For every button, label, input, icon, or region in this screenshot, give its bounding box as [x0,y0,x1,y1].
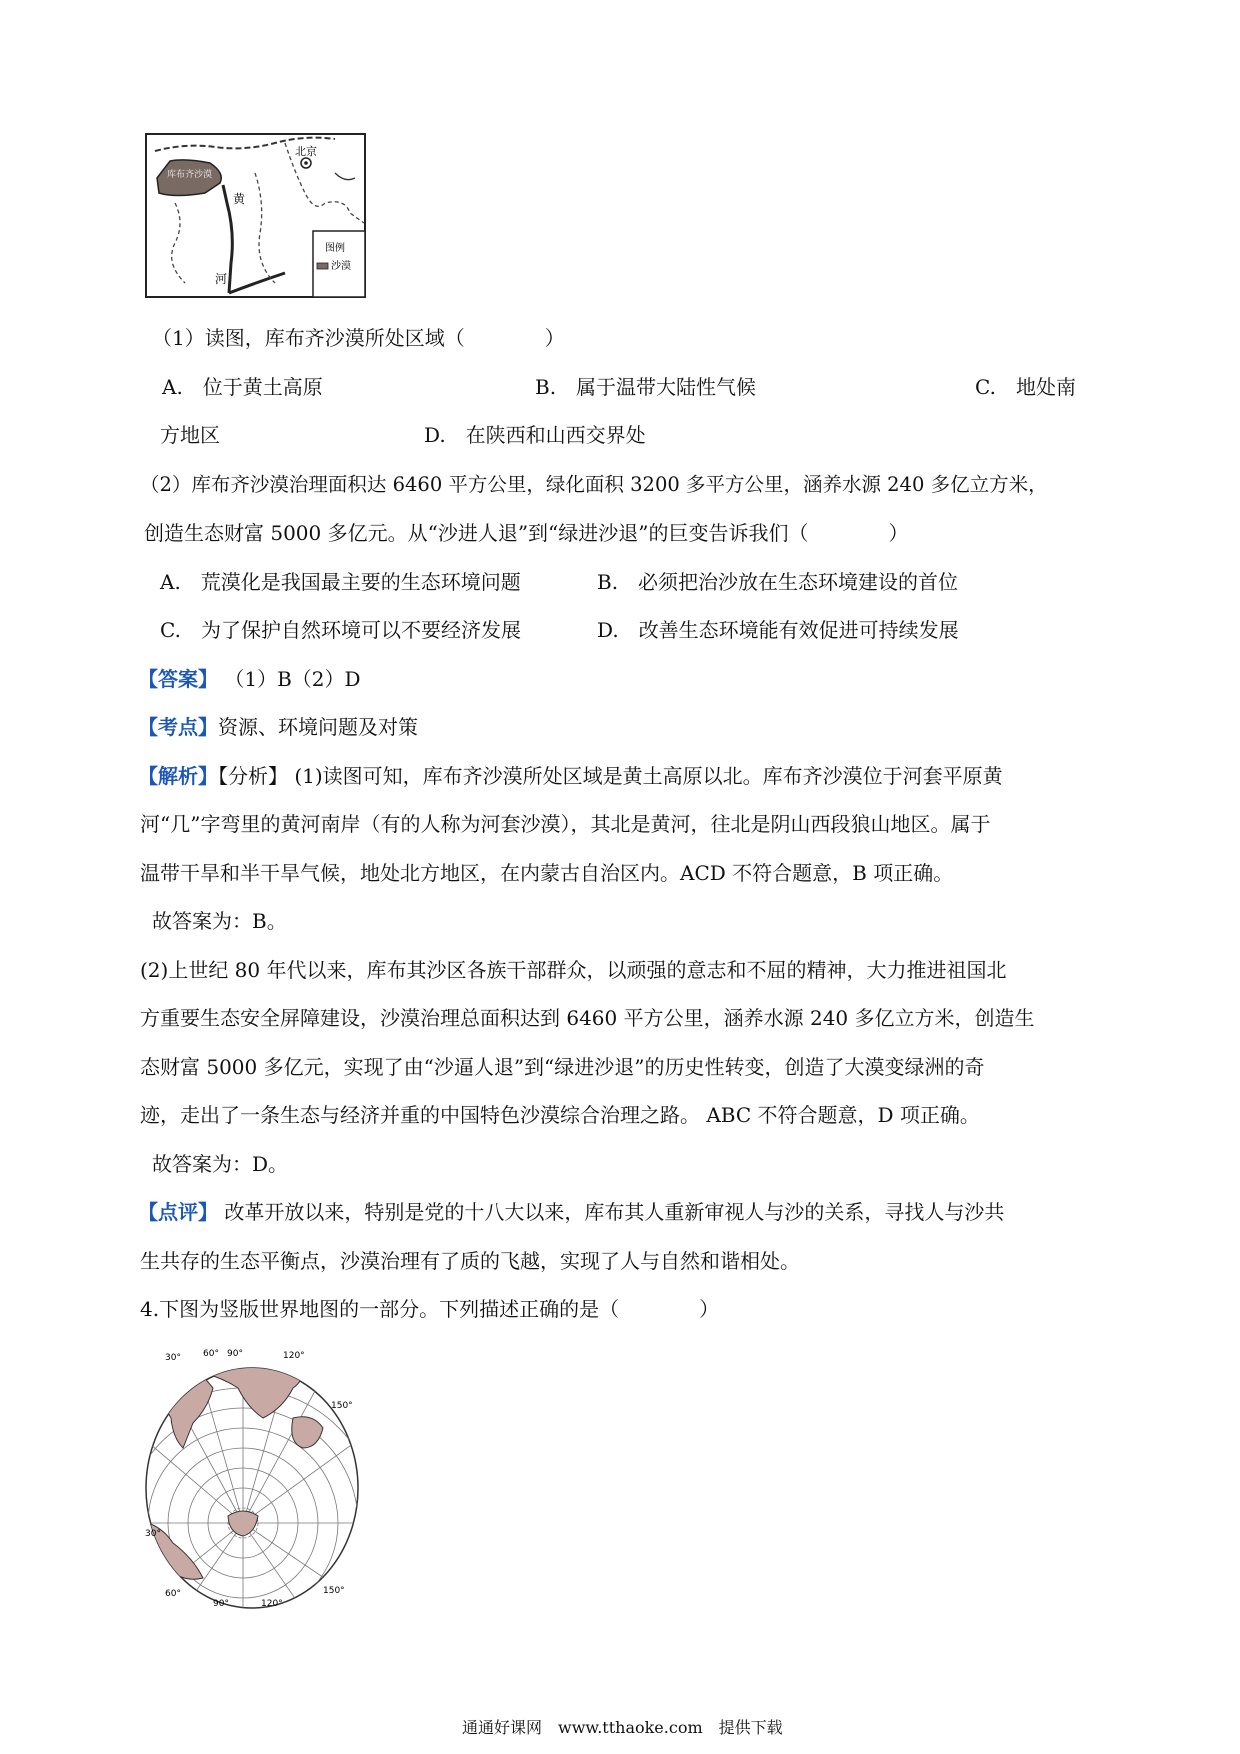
kubuqi-desert-map [145,133,366,298]
q3-sub1-option-d: D. 在陕西和山西交界处 [424,423,646,447]
q3-sub1-option-b: B. 属于温带大陆性气候 [535,375,757,399]
q3-sub2-option-a: A. 荒漠化是我国最主要的生态环境问题 [160,570,521,594]
q3-sub1-option-c-cont: 方地区 [160,423,220,447]
answer-tag: 【答案】 [138,667,218,691]
map2-lon-150-bottom: 150° [323,1586,345,1596]
q3-sub1-stem: （1）读图，库布齐沙漠所处区域（ ） [152,326,565,350]
jiexi-p2-line1: (2)上世纪 80 年代以来，库布其沙区各族干部群众，以顽强的意志和不屈的精神，大力推进祖国北 [140,958,1007,982]
answer-text: （1）B（2）D [224,667,361,691]
map2-lon-60: 60° [203,1349,219,1359]
beijing-label: 北京 [295,145,317,158]
dianping-tag: 【点评】 [138,1200,218,1224]
q3-sub2-stem-line1: （2）库布齐沙漠治理面积达 6460 平方公里，绿化面积 3200 多平方公里，涵养水源 240 多亿立方米， [140,473,1048,496]
q3-sub2-option-c: C. 为了保护自然环境可以不要经济发展 [160,618,521,642]
dianping-line1: 改革开放以来，特别是党的十八大以来，库布其人重新审视人与沙的关系，寻找人与沙共 [218,1200,1005,1224]
river-label-top: 黄 [233,192,246,206]
legend-title: 图例 [325,243,345,254]
jiexi-row [138,762,1003,790]
q3-sub1-option-c: C. 地处南 [975,375,1076,399]
map2-lon-120-bottom: 120° [261,1599,283,1609]
map2-lon-30-bottom: 30° [145,1529,161,1539]
jiexi-conclusion-2: 故答案为：D。 [152,1152,289,1176]
map2-lon-90: 90° [227,1349,243,1359]
map2-lon-60-bottom: 60° [165,1589,181,1599]
kaodian-tag: 【考点】 [138,715,218,739]
q3-sub2-option-b: B. 必须把治沙放在生态环境建设的首位 [597,570,959,594]
map2-lon-120: 120° [283,1351,305,1361]
jiexi-p2-line3: 态财富 5000 多亿元，实现了由“沙逼人退”到“绿进沙退”的历史性转变，创造了大漠变绿洲的奇 [140,1055,985,1079]
dianping-row [138,1198,1004,1226]
map2-lon-30: 30° [165,1353,181,1363]
jiexi-tag: 【解析】 [138,764,218,788]
world-map-vertical [143,1348,361,1610]
q4-stem: 4.下图为竖版世界地图的一部分。下列描述正确的是（ ） [140,1297,720,1321]
q3-sub2-option-d: D. 改善生态环境能有效促进可持续发展 [597,618,959,642]
jiexi-conclusion-1: 故答案为：B。 [152,909,287,933]
jiexi-line2: 河“几”字弯里的黄河南岸（有的人称为河套沙漠），其北是黄河，往北是阴山西段狼山地区。属于 [140,812,991,836]
desert-label: 库布齐沙漠 [167,170,213,180]
page-footer: 通通好课网 www.tthaoke.com 提供下载 [462,1718,783,1737]
map2-lon-90-bottom: 90° [213,1599,229,1609]
legend-desert-label: 沙漠 [331,261,351,272]
q3-sub2-stem-line2: 创造生态财富 5000 多亿元。从“沙进人退”到“绿进沙退”的巨变告诉我们（ ） [144,521,909,545]
kaodian-text: 资源、环境问题及对策 [218,715,418,739]
dianping-line2: 生共存的生态平衡点，沙漠治理有了质的飞越，实现了人与自然和谐相处。 [140,1249,800,1273]
jiexi-line1: 【分析】 (1)读图可知，库布齐沙漠所处区域是黄土高原以北。库布齐沙漠位于河套平原黄 [218,764,1003,788]
answer-row [138,665,361,693]
q3-sub1-option-a: A. 位于黄土高原 [162,375,323,399]
jiexi-p2-line2: 方重要生态安全屏障建设，沙漠治理总面积达到 6460 平方公里，涵养水源 240 多亿立方米，创造生 [140,1006,1035,1030]
jiexi-p2-line4: 迹，走出了一条生态与经济并重的中国特色沙漠综合治理之路。 ABC 不符合题意，D 项正确。 [140,1103,980,1127]
kaodian-row [138,713,418,741]
river-label-bottom: 河 [215,272,228,286]
jiexi-line3: 温带干旱和半干旱气候，地处北方地区，在内蒙古自治区内。ACD 不符合题意，B 项正确。 [140,861,954,885]
map2-lon-150: 150° [331,1401,353,1411]
